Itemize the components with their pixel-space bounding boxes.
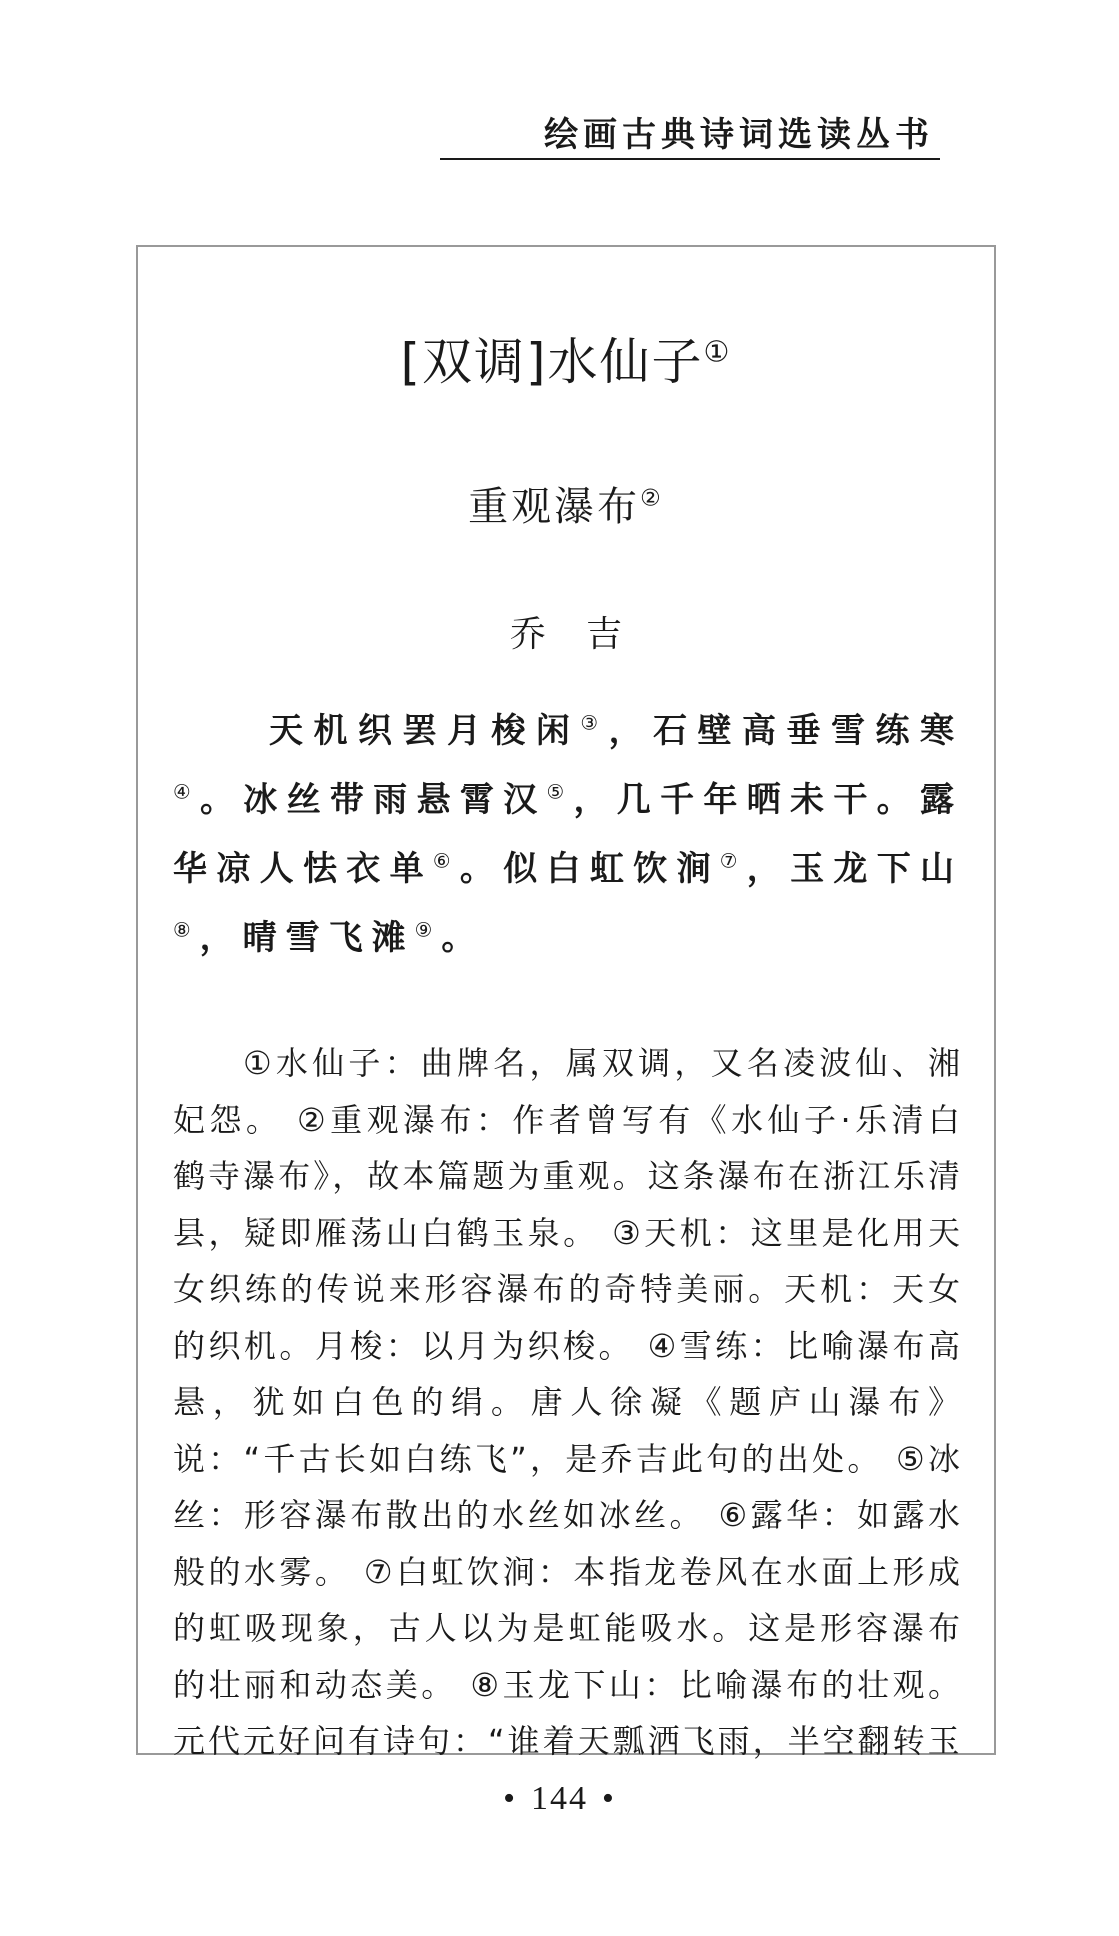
footnote-marker: ⑧: [173, 918, 200, 942]
poem-segment: 。: [441, 918, 485, 958]
poem-segment: ，晴雪飞滩: [199, 918, 415, 958]
footnote-marker: ⑤: [546, 780, 574, 804]
poem-text: [173, 697, 963, 973]
poem-segment: 。似白虹饮涧: [459, 849, 720, 889]
poem-segment: ，几千年晒未干。露华凉人怯衣单: [173, 780, 963, 889]
title-footnote-marker: ①: [703, 334, 732, 369]
poem-segment: 天机织罢月梭闲: [269, 711, 581, 751]
piece-subtitle: [138, 479, 994, 535]
footnote-marker: ③: [580, 711, 609, 735]
poem-segment: ，玉龙下山: [746, 849, 964, 889]
piece-title-text: [双调]水仙子: [400, 333, 704, 391]
bullet-right: •: [602, 1780, 616, 1817]
series-title: 绘画古典诗词选读丛书: [440, 112, 940, 160]
footnote-marker: ④: [173, 780, 200, 804]
piece-subtitle-text: 重观瀑布: [468, 484, 641, 530]
footnote-marker: ⑨: [414, 918, 442, 942]
poem-segment: 。冰丝带雨悬霄汉: [199, 780, 547, 820]
author-name: 乔吉: [509, 614, 662, 655]
poem-segment: ，石壁高垂雪练寒: [608, 711, 963, 751]
page-footer: [0, 1780, 1119, 1818]
footnote-marker: ⑥: [432, 849, 460, 873]
page-number: 144: [531, 1780, 588, 1817]
footnote-marker: ⑦: [719, 849, 747, 873]
annotations: ①水仙子：曲牌名，属双调，又名凌波仙、湘妃怨。 ②重观瀑布：作者曾写有《水仙子·乐清白鹤寺瀑布》，故本篇题为重观。这条瀑布在浙江乐清县，疑即雁荡山白鹤玉泉。 ③天机：这里是化用天女织练的传说来形容瀑布的奇特美丽。天机：天女的织机。月梭：以月为织梭。 ④雪练：比喻瀑布高悬，犹如白色的绢。唐人徐凝《题庐山瀑布》说：“千古长如白练飞”，是乔吉此句的出处。 ⑤冰丝：形容瀑布散出的水丝如冰丝。 ⑥露华：如露水般的水雾。 ⑦白虹饮涧：本指龙卷风在水面上形成的虹吸现象，古人以为是虹能吸水。这是形容瀑布的壮丽和动态美。 ⑧玉龙下山：比喻瀑布的壮观。元代元好问有诗句：“谁着天瓢洒飞雨，半空翻转玉: [173, 1044, 963, 1760]
subtitle-footnote-marker: ②: [640, 484, 664, 512]
piece-title: [138, 327, 994, 397]
bullet-left: •: [503, 1780, 517, 1817]
content-frame: [136, 245, 996, 1760]
